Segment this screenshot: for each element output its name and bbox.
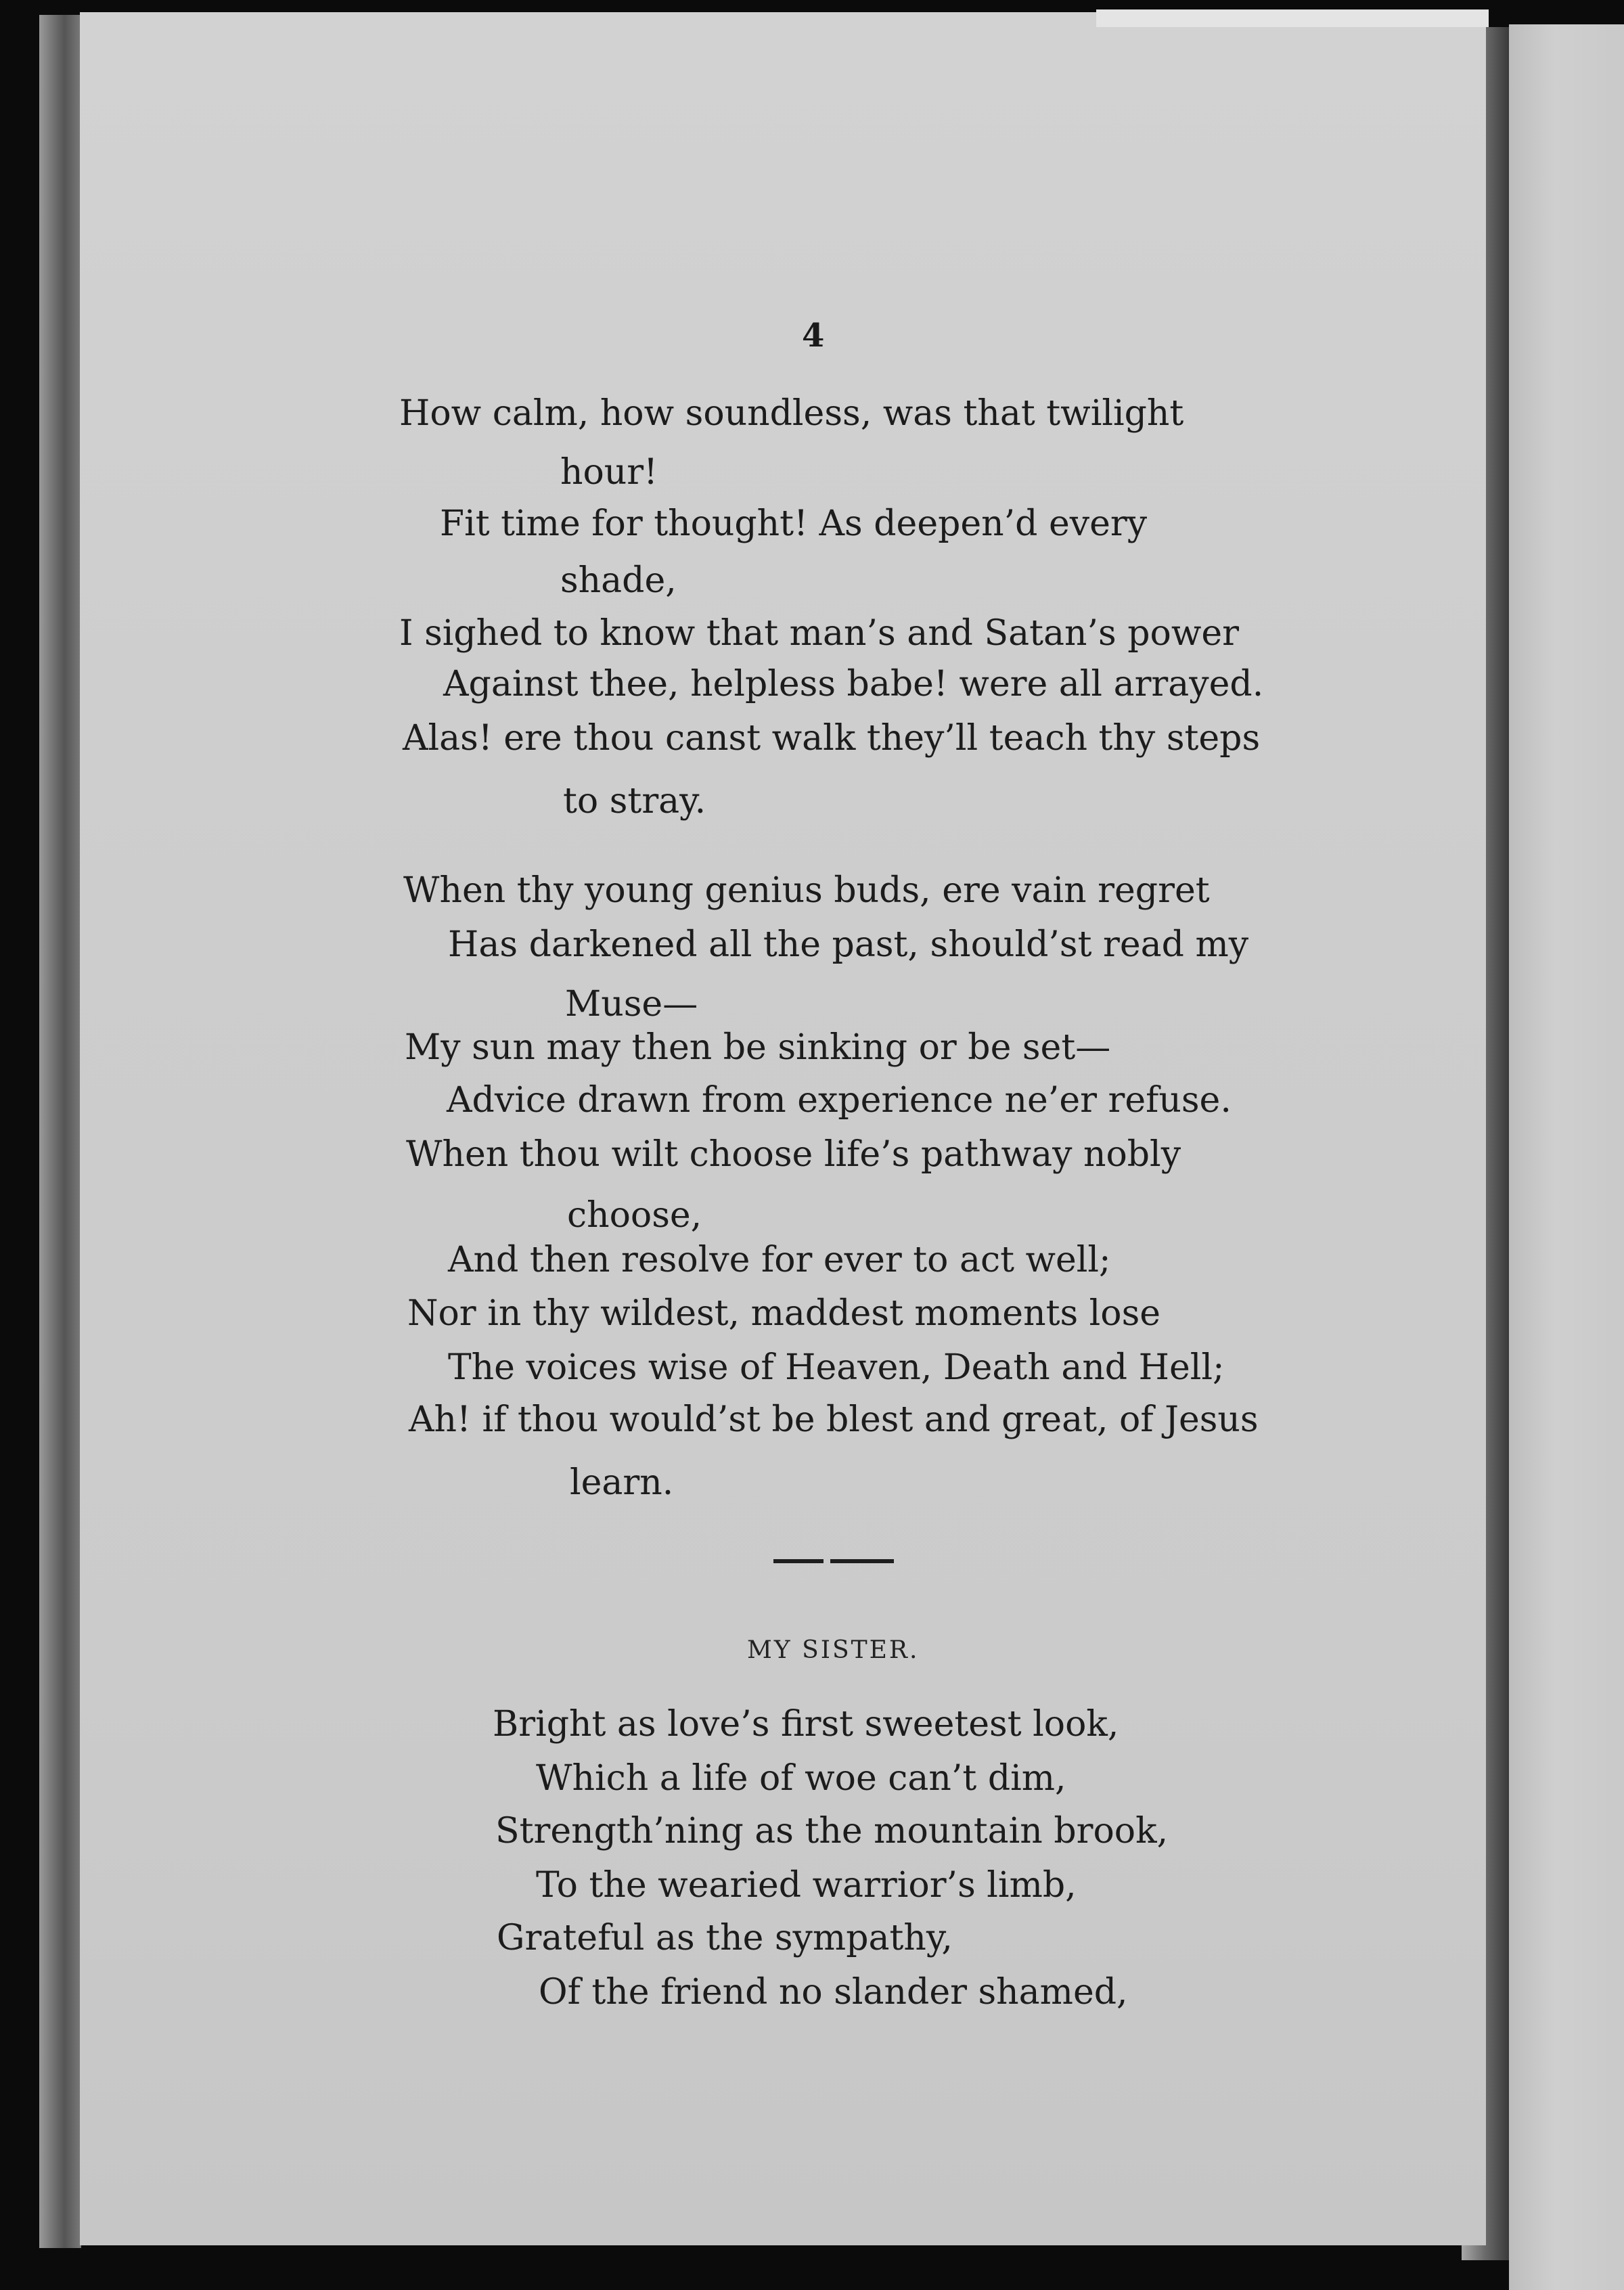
book-edge-left (39, 15, 81, 2248)
document-page (80, 12, 1486, 2245)
poem-line: When thy young genius buds, ere vain regret (403, 870, 1210, 911)
poem-line: Alas! ere thou canst walk they’ll teach thy steps (403, 718, 1261, 759)
poem-line: Which a life of woe can’t dim, (536, 1758, 1066, 1799)
section-divider (773, 1559, 894, 1563)
poem-line: to stray. (563, 781, 706, 822)
poem-line: Fit time for thought! As deepen’d every (440, 503, 1148, 544)
poem-line: Muse— (565, 984, 698, 1025)
poem-line: Grateful as the sympathy, (497, 1918, 953, 1958)
facing-page-edge (1509, 24, 1624, 2290)
page-top-strip (1096, 9, 1489, 27)
poem-line: My sun may then be sinking or be set— (405, 1027, 1111, 1068)
poem-line: When thou wilt choose life’s pathway nobly (406, 1134, 1181, 1175)
poem-line: Ah! if thou would’st be blest and great, of Jesus (409, 1399, 1259, 1440)
poem-line: hour! (560, 452, 658, 493)
poem-line: I sighed to know that man’s and Satan’s power (399, 613, 1239, 654)
poem-line: To the wearied warrior’s limb, (536, 1865, 1077, 1906)
poem-line: Of the friend no slander shamed, (539, 1972, 1128, 2013)
poem-line: How calm, how soundless, was that twilight (399, 393, 1184, 434)
poem-line: Nor in thy wildest, maddest moments lose (407, 1293, 1161, 1334)
poem-line: Has darkened all the past, should’st read my (448, 924, 1249, 965)
poem-line: Strength’ning as the mountain brook, (495, 1811, 1169, 1851)
poem-line: choose, (567, 1195, 702, 1236)
poem-line: And then resolve for ever to act well; (448, 1240, 1111, 1280)
poem-line: Advice drawn from experience ne’er refuse. (447, 1080, 1232, 1121)
poem-line: Against thee, helpless babe! were all arrayed. (443, 664, 1264, 704)
poem-line: Bright as love’s first sweetest look, (493, 1704, 1119, 1745)
page-number: 4 (802, 317, 825, 355)
poem-line: The voices wise of Heaven, Death and Hell; (448, 1347, 1225, 1388)
poem-title: MY SISTER. (747, 1636, 920, 1664)
poem-line: shade, (560, 560, 677, 601)
poem-line: learn. (570, 1462, 674, 1503)
